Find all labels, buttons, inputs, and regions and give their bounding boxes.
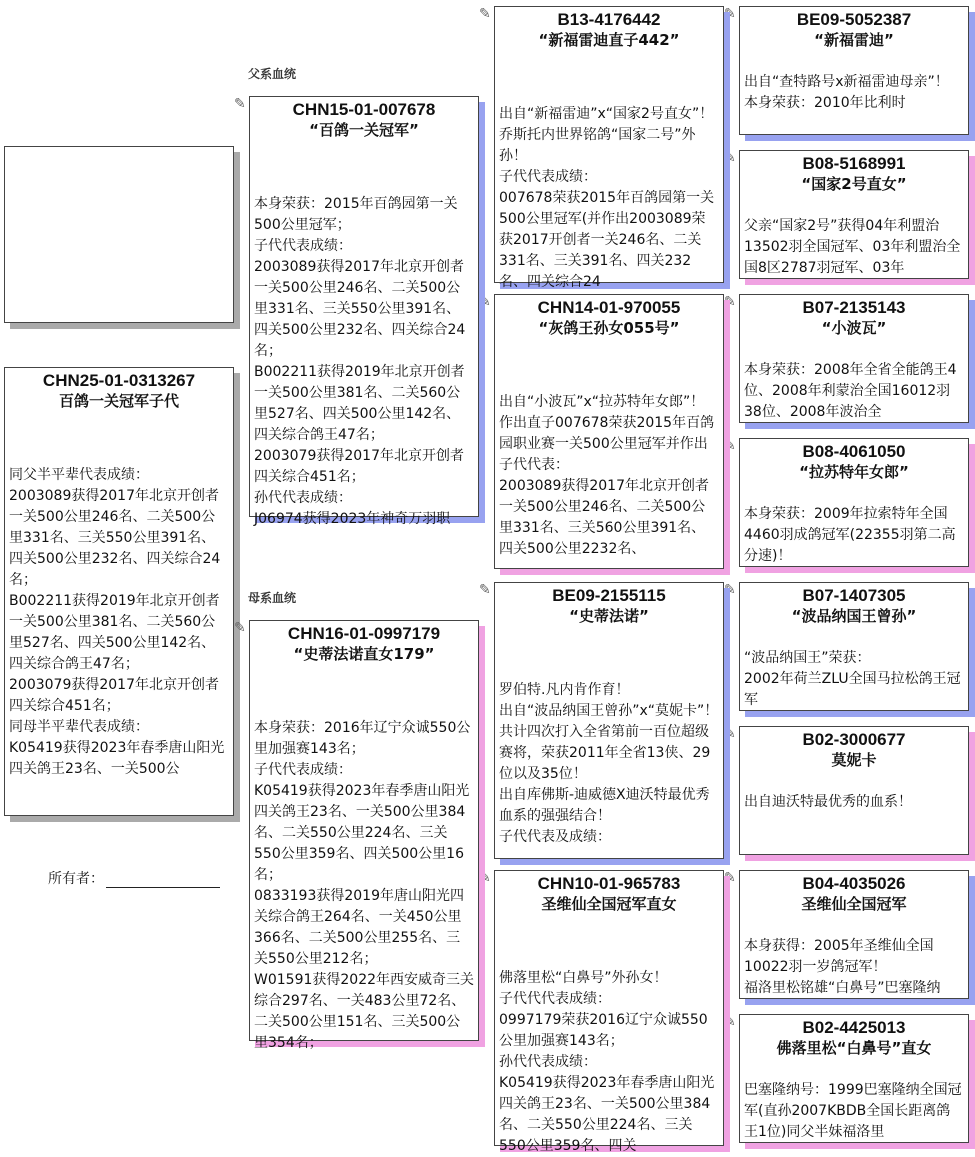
dam-line-label: 母系血统 xyxy=(248,591,297,605)
edit-pen-icon[interactable]: ✎ xyxy=(724,6,736,22)
pigeon-notes: 本身荣获：2008年全省全能鸽王4位、2008年利蒙治全国16012羽38位、2008年波治全 xyxy=(744,362,957,420)
pigeon-name: “波品纳国王曾孙” xyxy=(791,607,917,625)
ring-number: BE09-2155115 xyxy=(552,586,666,605)
sire-ring: CHN15-01-007678 xyxy=(292,100,436,119)
edit-pen-icon[interactable]: ✎ xyxy=(479,294,491,310)
sire-name: “百鸽一关冠军” xyxy=(309,121,419,139)
sire-line-label: 父系血统 xyxy=(248,67,297,81)
ring-number: B08-5168991 xyxy=(802,154,906,173)
great-grandparent-card[interactable] xyxy=(739,6,969,135)
ring-number: CHN10-01-965783 xyxy=(537,874,681,893)
great-grandparent-card[interactable] xyxy=(739,150,969,279)
dam-card[interactable] xyxy=(249,620,479,1051)
pigeon-notes: 父亲“国家2号”获得04年利盟治13502羽全国冠军、03年利盟治全国8区2787羽冠军、03年 xyxy=(744,218,961,276)
pigeon-name: 圣维仙全国冠军直女 xyxy=(541,895,677,913)
edit-pen-icon[interactable]: ✎ xyxy=(479,582,491,598)
pigeon-notes: “波品纳国王”荣获： 2002年荷兰ZLU全国马拉松鸽王冠军 xyxy=(744,650,961,708)
edit-pen-icon[interactable]: ✎ xyxy=(724,870,736,886)
pigeon-name: 莫妮卡 xyxy=(831,751,877,769)
great-grandparent-card[interactable] xyxy=(739,1014,969,1143)
edit-pen-icon[interactable]: ✎ xyxy=(724,294,736,310)
edit-pen-icon[interactable]: ✎ xyxy=(724,1014,736,1030)
dam-name: “史蒂法诺直女179” xyxy=(293,645,435,663)
pigeon-name: 圣维仙全国冠军 xyxy=(801,895,907,913)
grandparent-card[interactable] xyxy=(494,582,724,859)
ring-number: BE09-5052387 xyxy=(796,10,912,29)
dam-body: 本身荣获：2016年辽宁众诚550公里加强赛143名； 子代代表成绩： K05419获得2023年春季唐山阳光四关鸽王23名、一关500公里384名、二关550公里224名、三关550公里359名、四关500公里16名； 0833193获得2019年唐山阳光四关综合鸽王264名、一关450公里366名、二关500公里255名、三关550公里212名； W01591获得2022年西安威奇三关综合297名、一关483公里72名、二关500公里151名、三关500公里354名； xyxy=(254,720,475,1051)
ring-number: B02-4425013 xyxy=(802,1018,906,1037)
pigeon-notes: 出自“小波瓦”x“拉苏特年女郎”！ 作出直子007678荣获2015年百鸽园职业赛一关500公里冠军并作出子代代表： 2003089获得2017年北京开创者一关500公里246名、二关500公里331名、三关560公里391名、四关500公里2232名、 xyxy=(499,394,715,557)
edit-pen-icon[interactable]: ✎ xyxy=(234,96,246,112)
pigeon-name: “史蒂法诺” xyxy=(569,607,649,625)
ring-number: B02-3000677 xyxy=(802,730,906,749)
ring-number: B08-4061050 xyxy=(802,442,906,461)
pigeon-name: “国家2号直女” xyxy=(801,175,907,193)
owner-field[interactable] xyxy=(48,868,220,888)
great-grandparent-card[interactable] xyxy=(739,582,969,711)
photo-placeholder[interactable] xyxy=(4,146,234,323)
pigeon-notes: 本身获得：2005年圣维仙全国10022羽一岁鸽冠军！ 福洛里松铭雄“白鼻号”巴塞隆纳 xyxy=(744,938,941,996)
pigeon-name: 佛落里松“白鼻号”直女 xyxy=(776,1039,932,1057)
edit-pen-icon[interactable]: ✎ xyxy=(234,620,246,636)
pigeon-notes: 巴塞隆纳号：1999巴塞隆纳全国冠军(直孙2007KBDB全国长距离鸽王1位)同父半妹福洛里 xyxy=(744,1082,962,1140)
grandparent-card[interactable] xyxy=(494,294,724,569)
ring-number: B04-4035026 xyxy=(802,874,906,893)
pigeon-notes: 出自迪沃特最优秀的血系！ xyxy=(744,794,912,810)
great-grandparent-card[interactable] xyxy=(739,294,969,423)
sire-card[interactable] xyxy=(249,96,479,527)
pigeon-name: “拉苏特年女郎” xyxy=(799,463,909,481)
pigeon-name: “小波瓦” xyxy=(821,319,887,337)
edit-pen-icon[interactable]: ✎ xyxy=(479,870,491,886)
grandparent-card[interactable] xyxy=(494,6,724,290)
pigeon-notes: 本身荣获：2009年拉索特年全国4460羽成鸽冠军(22355羽第二高分速)！ xyxy=(744,506,956,564)
pigeon-name: “新福雷迪” xyxy=(814,31,894,49)
pigeon-name: “灰鸽王孙女055号” xyxy=(538,319,680,337)
pigeon-name: “新福雷迪直子442” xyxy=(538,31,680,49)
great-grandparent-card[interactable] xyxy=(739,726,969,855)
edit-pen-icon[interactable]: ✎ xyxy=(724,726,736,742)
edit-pen-icon[interactable]: ✎ xyxy=(724,438,736,454)
edit-pen-icon[interactable]: ✎ xyxy=(479,6,491,22)
edit-pen-icon[interactable]: ✎ xyxy=(724,150,736,166)
ring-number: B07-2135143 xyxy=(802,298,906,317)
grandparent-card[interactable] xyxy=(494,870,724,1154)
great-grandparent-card[interactable] xyxy=(739,438,969,567)
ring-number: CHN14-01-970055 xyxy=(537,298,681,317)
owner-label: 所有者： xyxy=(48,871,104,887)
pigeon-notes: 佛落里松“白鼻号”外孙女！ 子代代代表成绩： 0997179荣获2016辽宁众诚550公里加强赛143名； 孙代代表成绩： K05419获得2023年春季唐山阳光四关鸽王23名、一关500公里384名、二关550公里224名、三关550公里359名、四关 xyxy=(499,970,715,1154)
dam-ring: CHN16-01-0997179 xyxy=(287,624,441,643)
pigeon-notes: 出自“新福雷迪”x“国家2号直女”！乔斯托内世界铭鸽“国家二号”外孙！ 子代代表成绩： 007678荣获2015年百鸽园第一关500公里冠军(并作出2003089荣获2017开创者一关246名、二关331名、三关391名、四关232名、四关综合24 xyxy=(499,106,715,290)
edit-pen-icon[interactable]: ✎ xyxy=(724,582,736,598)
ring-number: B07-1407305 xyxy=(802,586,906,605)
owner-line xyxy=(106,873,220,888)
ring-number: B13-4176442 xyxy=(557,10,661,29)
subject-card[interactable] xyxy=(4,367,234,816)
great-grandparent-card[interactable] xyxy=(739,870,969,999)
pigeon-notes: 出自“查特路号x新福雷迪母亲”！ 本身荣获：2010年比利时 xyxy=(744,74,949,111)
subject-body: 同父半平辈代表成绩： 2003089获得2017年北京开创者一关500公里246名、二关500公里331名、三关550公里391名、四关500公里232名、四关综合24名； B002211获得2019年北京开创者一关500公里381名、二关560公里527名、四关500公里142名、四关综合鸽王47名； 2003079获得2017年北京开创者四关综合451名； 同母半平辈代表成绩： K05419获得2023年春季唐山阳光四关鸽王23名、一关500公 xyxy=(9,467,225,777)
subject-name: 百鸽一关冠军子代 xyxy=(58,392,179,410)
subject-ring: CHN25-01-0313267 xyxy=(42,371,196,390)
pigeon-notes: 罗伯特.凡内肯作育！ 出自“波品纳国王曾孙”x“莫妮卡”！ 共计四次打入全省第前一百位超级赛将，荣获2011年全省13侠、29位以及35位！ 出自库佛斯-迪威德X迪沃特最优秀血系的强强结合！ 子代代表及成绩： xyxy=(499,682,719,845)
sire-body: 本身荣获：2015年百鸽园第一关500公里冠军； 子代代表成绩： 2003089获得2017年北京开创者一关500公里246名、二关500公里331名、三关550公里391名、四关500公里232名、四关综合24名； B002211获得2019年北京开创者一关500公里381名、二关560公里527名、四关500公里142名、四关综合鸽王47名； 2003079获得2017年北京开创者四关综合451名； 孙代代表成绩： J06974获得2023年神奇万羽职 xyxy=(254,196,466,527)
